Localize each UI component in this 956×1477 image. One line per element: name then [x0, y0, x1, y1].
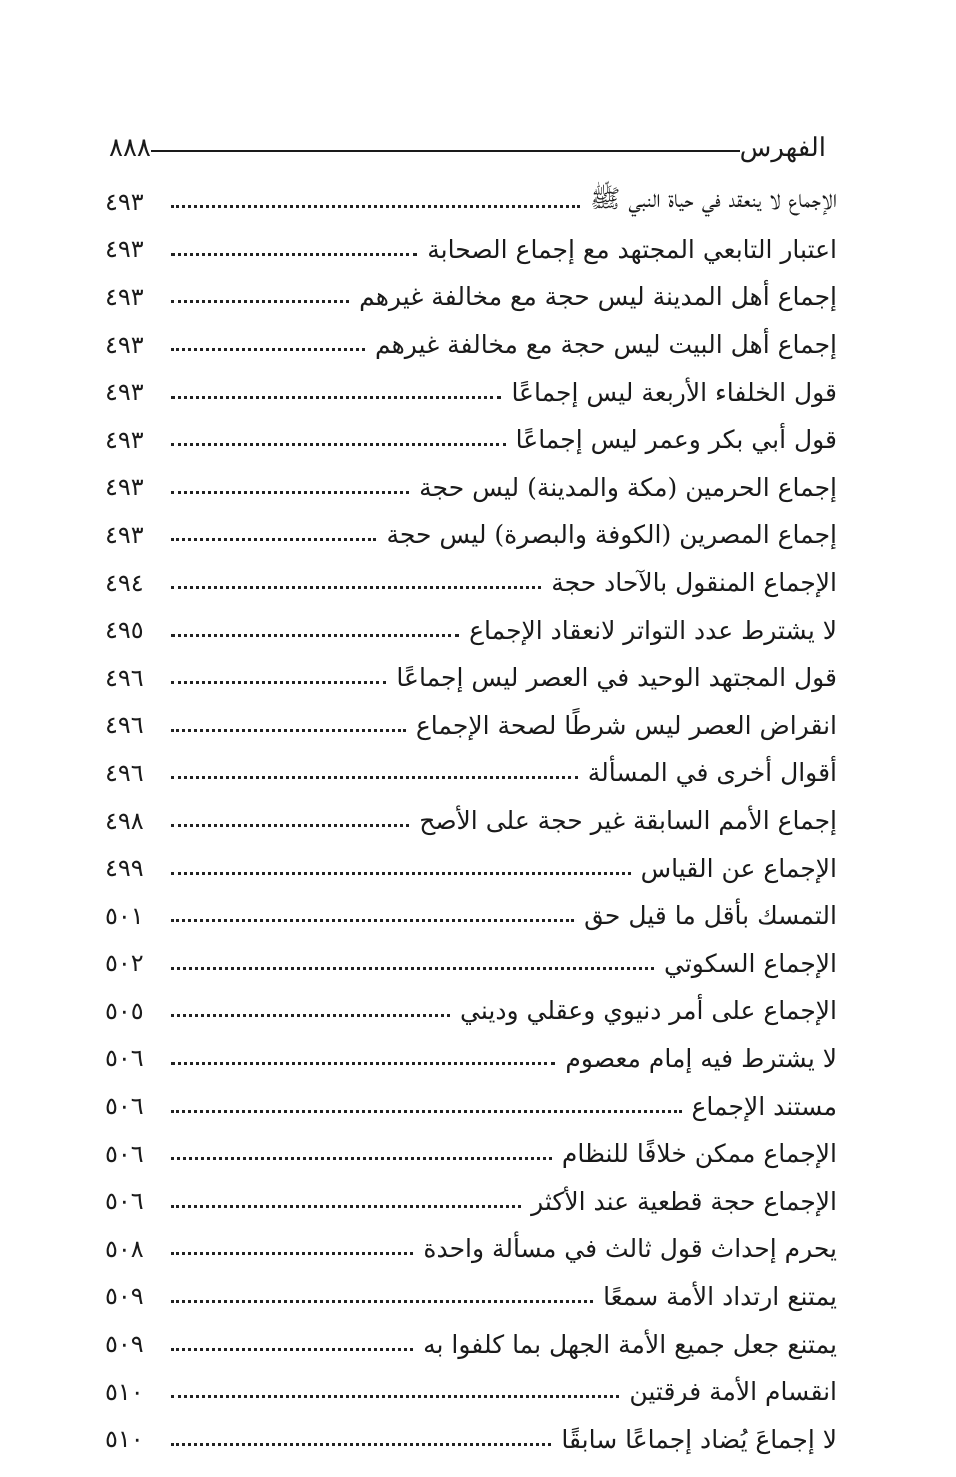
toc-entry	[105, 464, 837, 512]
dot-leader	[171, 634, 459, 637]
dot-leader	[171, 443, 506, 446]
toc-entry-page-number: ٥٠٩	[105, 1330, 144, 1359]
toc-entry-title: مستند الإجماع	[691, 1091, 837, 1121]
toc-entry	[105, 749, 837, 797]
toc-entry-title: الإجماع عن القياس	[640, 853, 837, 883]
toc-entry-page-number: ٤٩٣	[105, 235, 144, 264]
running-header	[95, 128, 840, 168]
toc-entry	[105, 844, 837, 892]
page-number: ٨٨٨	[109, 133, 151, 163]
toc-entry	[105, 654, 837, 702]
toc-entry-title: انقراض العصر ليس شرطًا لصحة الإجماع	[415, 710, 837, 740]
toc-entry	[105, 1368, 837, 1416]
toc-entry-title: يمتنع جعل جميع الأمة الجهل بما كلفوا به	[423, 1329, 837, 1359]
toc-entry-page-number: ٤٩٩	[105, 854, 144, 883]
dot-leader	[171, 491, 409, 494]
toc-entry	[105, 940, 837, 988]
toc-entry-page-number: ٤٩٦	[105, 663, 144, 692]
toc-entry	[105, 702, 837, 750]
dot-leader	[171, 1395, 619, 1398]
toc-entry	[105, 321, 837, 369]
dot-leader	[171, 872, 631, 875]
toc-entry	[105, 1415, 837, 1463]
toc-entry-title: إجماع أهل البيت ليس حجة مع مخالفة غيرهم	[374, 330, 837, 360]
toc-entry	[105, 606, 837, 654]
toc-entry-title: إجماع الحرمين (مكة والمدينة) ليس حجة	[419, 472, 837, 502]
toc-entry-title: الإجماع لا ينعقد في حياة النبي ﷺ	[590, 184, 837, 214]
toc-entry	[105, 797, 837, 845]
toc-entry	[105, 416, 837, 464]
dot-leader	[171, 1110, 682, 1113]
toc-entry	[105, 1273, 837, 1321]
toc-entry-title: لا إجماعَ يُضاد إجماعًا سابقًا	[561, 1424, 837, 1454]
toc-entry-page-number: ٤٩٣	[105, 282, 144, 311]
toc-entry-page-number: ٤٩٤	[105, 568, 144, 597]
toc-entry	[105, 1035, 837, 1083]
toc-entry	[105, 1320, 837, 1368]
toc-entry-title: إجماع أهل المدينة ليس حجة مع مخالفة غيرهم	[359, 282, 837, 312]
toc-entry-page-number: ٤٩٦	[105, 711, 144, 740]
toc-entry-page-number: ٥٠١	[105, 901, 144, 930]
toc-entry-page-number: ٥٠٨	[105, 1234, 144, 1263]
toc-entry-page-number: ٥٠٢	[105, 949, 144, 978]
dot-leader	[171, 300, 349, 303]
toc-entry	[105, 987, 837, 1035]
dot-leader	[171, 1062, 555, 1065]
toc-entry-page-number: ٥٠٦	[105, 1092, 144, 1121]
toc-entry-title: أقوال أخرى في المسألة	[587, 758, 837, 788]
dot-leader	[171, 1348, 413, 1351]
toc-entry-page-number: ٤٩٣	[105, 520, 144, 549]
toc-entry-title: الإجماع السكوتي	[664, 948, 837, 978]
toc-entry	[105, 226, 837, 274]
toc-entry-title: قول المجتهد الوحيد في العصر ليس إجماعًا	[396, 663, 837, 693]
toc-entry-title: قول الخلفاء الأربعة ليس إجماعًا	[511, 377, 837, 407]
dot-leader	[171, 1157, 552, 1160]
toc-entry-page-number: ٤٩٣	[105, 187, 144, 216]
toc-entry-page-number: ٤٩٣	[105, 425, 144, 454]
toc-entry-title: اعتبار التابعي المجتهد مع إجماع الصحابة	[427, 234, 837, 264]
dot-leader	[171, 586, 541, 589]
toc-entry-page-number: ٤٩٨	[105, 806, 144, 835]
toc-entry	[105, 559, 837, 607]
dot-leader	[171, 729, 406, 732]
toc-entry	[105, 273, 837, 321]
toc-entry-page-number: ٥٠٦	[105, 1044, 144, 1073]
dot-leader	[171, 348, 365, 351]
dot-leader	[171, 1443, 551, 1446]
dot-leader	[171, 253, 417, 256]
dot-leader	[171, 824, 409, 827]
dot-leader	[171, 205, 580, 208]
toc-entry-page-number: ٤٩٣	[105, 473, 144, 502]
toc-entry-page-number: ٥٠٥	[105, 996, 144, 1025]
dot-leader	[171, 681, 386, 684]
dot-leader	[171, 1205, 521, 1208]
toc-entry	[105, 368, 837, 416]
dot-leader	[171, 919, 574, 922]
toc-entry-page-number: ٤٩٥	[105, 616, 144, 645]
toc-entry-title: الإجماع ممكن خلافًا للنظام	[561, 1139, 837, 1169]
toc-entry-page-number: ٤٩٣	[105, 330, 144, 359]
section-title: الفهرس	[739, 133, 826, 163]
toc-entry-page-number: ٤٩٦	[105, 758, 144, 787]
toc-entry-title: إجماع الأمم السابقة غير حجة على الأصح	[419, 806, 837, 836]
toc-entry	[105, 892, 837, 940]
dot-leader	[171, 776, 578, 779]
dot-leader	[171, 1252, 413, 1255]
toc-entry-title: إجماع المصرين (الكوفة والبصرة) ليس حجة	[386, 520, 837, 550]
toc-entry	[105, 1082, 837, 1130]
table-of-contents	[105, 178, 837, 1463]
toc-entry-title: التمسك بأقل ما قيل حق	[584, 901, 837, 931]
toc-entry-page-number: ٤٩٣	[105, 378, 144, 407]
toc-entry-title: لا يشترط عدد التواتر لانعقاد الإجماع	[469, 615, 837, 645]
dot-leader	[171, 1014, 450, 1017]
toc-entry-title: الإجماع حجة قطعية عند الأكثر	[531, 1186, 837, 1216]
toc-entry-title: الإجماع على أمر دنيوي وعقلي وديني	[460, 996, 837, 1026]
toc-entry-title: قول أبي بكر وعمر ليس إجماعًا	[515, 425, 837, 455]
toc-entry-title: لا يشترط فيه إمام معصوم	[565, 1043, 837, 1073]
dot-leader	[171, 967, 654, 970]
toc-entry-title: يمتنع ارتداد الأمة سمعًا	[603, 1281, 837, 1311]
dot-leader	[171, 1300, 593, 1303]
toc-entry-page-number: ٥٠٦	[105, 1187, 144, 1216]
toc-entry-page-number: ٥٠٩	[105, 1282, 144, 1311]
toc-entry-title: يحرم إحداث قول ثالث في مسألة واحدة	[423, 1234, 837, 1264]
toc-entry	[105, 1177, 837, 1225]
dot-leader	[171, 396, 501, 399]
toc-entry-page-number: ٥١٠	[105, 1425, 144, 1454]
toc-entry-title: الإجماع المنقول بالآحاد حجة	[551, 568, 837, 598]
toc-entry	[105, 1225, 837, 1273]
toc-entry-title: انقسام الأمة فرقتين	[629, 1377, 837, 1407]
toc-entry	[105, 1130, 837, 1178]
toc-entry-page-number: ٥٠٦	[105, 1139, 144, 1168]
toc-entry-page-number: ٥١٠	[105, 1377, 144, 1406]
dot-leader	[171, 538, 376, 541]
toc-entry	[105, 178, 837, 226]
toc-entry	[105, 511, 837, 559]
header-rule	[151, 150, 740, 152]
